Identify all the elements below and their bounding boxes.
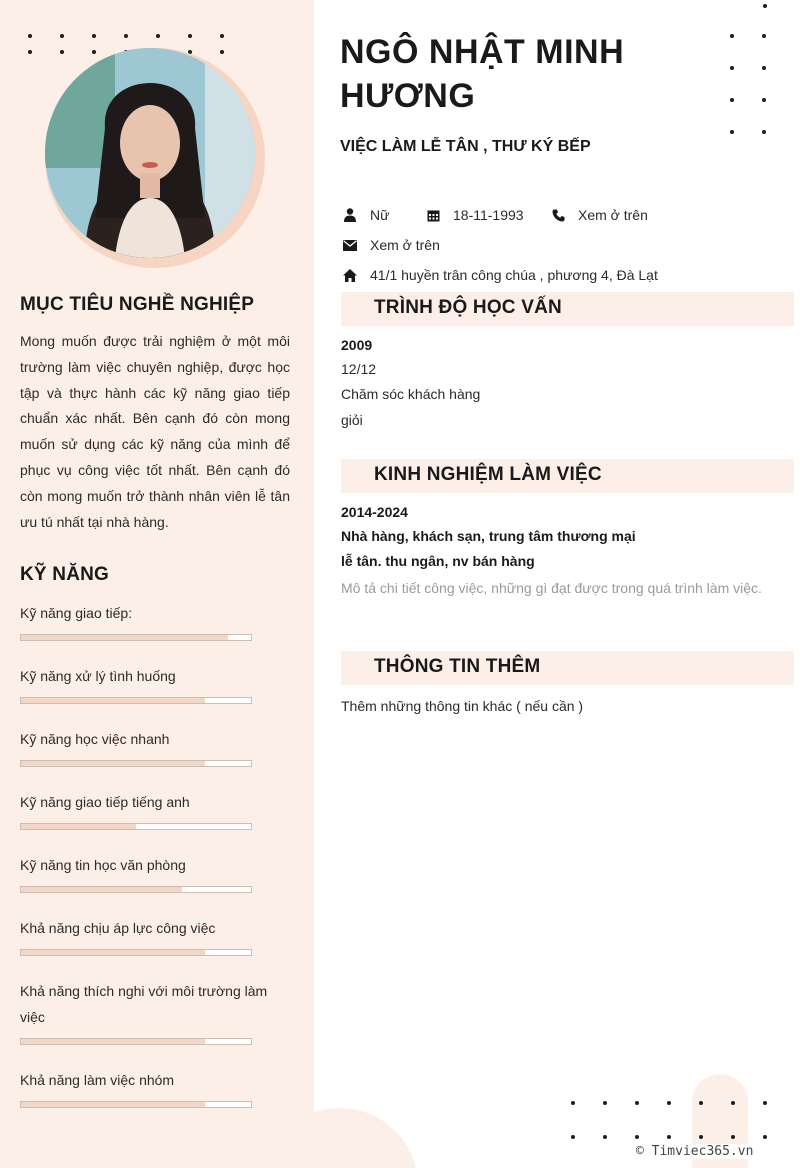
skill-level — [21, 1039, 205, 1044]
calendar-icon — [426, 208, 440, 222]
extra-title: THÔNG TIN THÊM — [374, 656, 541, 677]
home-icon — [343, 268, 357, 282]
skill-bar — [20, 697, 252, 704]
decorative-dots-top-right — [730, 34, 766, 134]
decorative-dot — [156, 34, 160, 38]
decorative-dot — [603, 1101, 607, 1105]
decorative-dot — [762, 130, 766, 134]
decorative-dot — [635, 1101, 639, 1105]
skill-bar — [20, 634, 252, 641]
decorative-dot — [28, 34, 32, 38]
decorative-dot — [730, 98, 734, 102]
education-year: 2009 — [341, 337, 373, 353]
skill-item — [20, 663, 290, 704]
envelope-icon — [343, 238, 357, 252]
skill-level — [21, 698, 205, 703]
decorative-dot — [731, 1135, 735, 1139]
skill-item — [20, 600, 290, 641]
skill-item — [20, 726, 290, 767]
decorative-dot — [763, 1101, 767, 1105]
skill-name: Khả năng làm việc nhóm — [20, 1072, 175, 1088]
experience-description: Mô tả chi tiết công việc, những gì đạt được trong quá trình làm việc. — [341, 580, 762, 596]
decorative-dot — [730, 34, 734, 38]
skill-level — [21, 887, 182, 892]
skill-level — [21, 950, 205, 955]
skill-name: Kỹ năng xử lý tình huống — [20, 668, 176, 684]
objective-text: Mong muốn được trải nghiệm ở một môi trường làm việc chuyên nghiệp, được học tập và thực hành các kỹ năng giao tiếp chuẩn xác nhất. Bên cạnh đó còn mong muốn sử dụng các kỹ năng của mình để phục vụ công việc tốt nhất. Bên cạnh đó còn mong muốn trở thành nhân viên lễ tân ưu tú nhất tại nhà hàng. — [20, 333, 290, 530]
decorative-dot — [730, 130, 734, 134]
decorative-dot — [699, 1101, 703, 1105]
gender-value: Nữ — [370, 207, 390, 223]
address-info — [343, 267, 658, 283]
skill-bar — [20, 760, 252, 767]
education-grade: giỏi — [341, 412, 363, 428]
skill-name: Kỹ năng tin học văn phòng — [20, 857, 186, 873]
email-info — [343, 237, 440, 253]
decorative-dot — [92, 34, 96, 38]
skill-level — [21, 761, 205, 766]
decorative-dot — [763, 1135, 767, 1139]
skill-name: Kỹ năng giao tiếp: — [20, 605, 133, 621]
decorative-dot — [762, 98, 766, 102]
skill-bar — [20, 1038, 252, 1045]
email-value: Xem ở trên — [370, 237, 440, 253]
education-major: Chăm sóc khách hàng — [341, 386, 481, 402]
decorative-dots-bottom-right — [571, 1101, 767, 1139]
copyright-text: © Timviec365.vn — [636, 1144, 754, 1159]
decorative-dot — [603, 1135, 607, 1139]
sidebar — [0, 0, 314, 1168]
decorative-dot — [762, 34, 766, 38]
decorative-dot — [667, 1101, 671, 1105]
skill-bar — [20, 1101, 252, 1108]
education-header — [341, 292, 794, 326]
education-title: TRÌNH ĐỘ HỌC VẤN — [374, 297, 562, 318]
skill-bar — [20, 949, 252, 956]
birthdate-info — [426, 207, 524, 223]
birthdate-value: 18-11-1993 — [453, 207, 524, 223]
skill-name: Khả năng thích nghi với môi trường làm việc — [20, 983, 268, 1025]
skill-item — [20, 915, 290, 956]
skill-level — [21, 1102, 205, 1107]
candidate-name: NGÔ NHẬT MINH HƯƠNG — [340, 33, 625, 115]
skill-item — [20, 1067, 290, 1108]
decorative-dot — [731, 1101, 735, 1105]
skills-title: KỸ NĂNG — [20, 564, 110, 585]
address-value: 41/1 huyền trân công chúa , phương 4, Đà Lạt — [370, 267, 658, 283]
decorative-dot — [635, 1135, 639, 1139]
skill-name: Kỹ năng học việc nhanh — [20, 731, 170, 747]
education-school: 12/12 — [341, 361, 377, 377]
decorative-dot — [762, 66, 766, 70]
skill-item — [20, 852, 290, 893]
decorative-dot — [571, 1101, 575, 1105]
phone-info — [551, 207, 648, 223]
decorative-dot — [667, 1135, 671, 1139]
phone-icon — [551, 208, 565, 222]
objective-title: MỤC TIÊU NGHỀ NGHIỆP — [20, 294, 255, 315]
experience-header — [341, 459, 794, 493]
skill-bar — [20, 823, 252, 830]
experience-company: Nhà hàng, khách sạn, trung tâm thương mại — [341, 528, 636, 544]
avatar — [45, 48, 255, 258]
extra-text: Thêm những thông tin khác ( nếu cần ) — [341, 698, 584, 714]
decorative-dot — [571, 1135, 575, 1139]
skill-name: Kỹ năng giao tiếp tiếng anh — [20, 794, 190, 810]
decorative-dot — [763, 4, 767, 8]
person-icon — [343, 208, 357, 222]
skill-level — [21, 824, 136, 829]
skill-item — [20, 978, 290, 1045]
phone-value: Xem ở trên — [578, 207, 648, 223]
decorative-dot — [188, 34, 192, 38]
experience-title: KINH NGHIỆM LÀM VIỆC — [374, 464, 602, 485]
skill-bar — [20, 886, 252, 893]
experience-period: 2014-2024 — [341, 504, 408, 520]
gender-info — [343, 207, 389, 223]
decorative-dot — [699, 1135, 703, 1139]
skill-name: Khả năng chịu áp lực công việc — [20, 920, 216, 936]
decorative-dot — [28, 50, 32, 54]
decorative-dot — [730, 66, 734, 70]
skill-item — [20, 789, 290, 830]
job-position: VIỆC LÀM LỄ TÂN , THƯ KÝ BẾP — [340, 138, 591, 155]
decorative-dot — [60, 34, 64, 38]
decorative-dot — [220, 34, 224, 38]
avatar-ring — [45, 48, 265, 268]
experience-role: lễ tân. thu ngân, nv bán hàng — [341, 553, 535, 569]
skill-level — [21, 635, 228, 640]
extra-header — [341, 651, 794, 685]
decorative-dot — [124, 34, 128, 38]
